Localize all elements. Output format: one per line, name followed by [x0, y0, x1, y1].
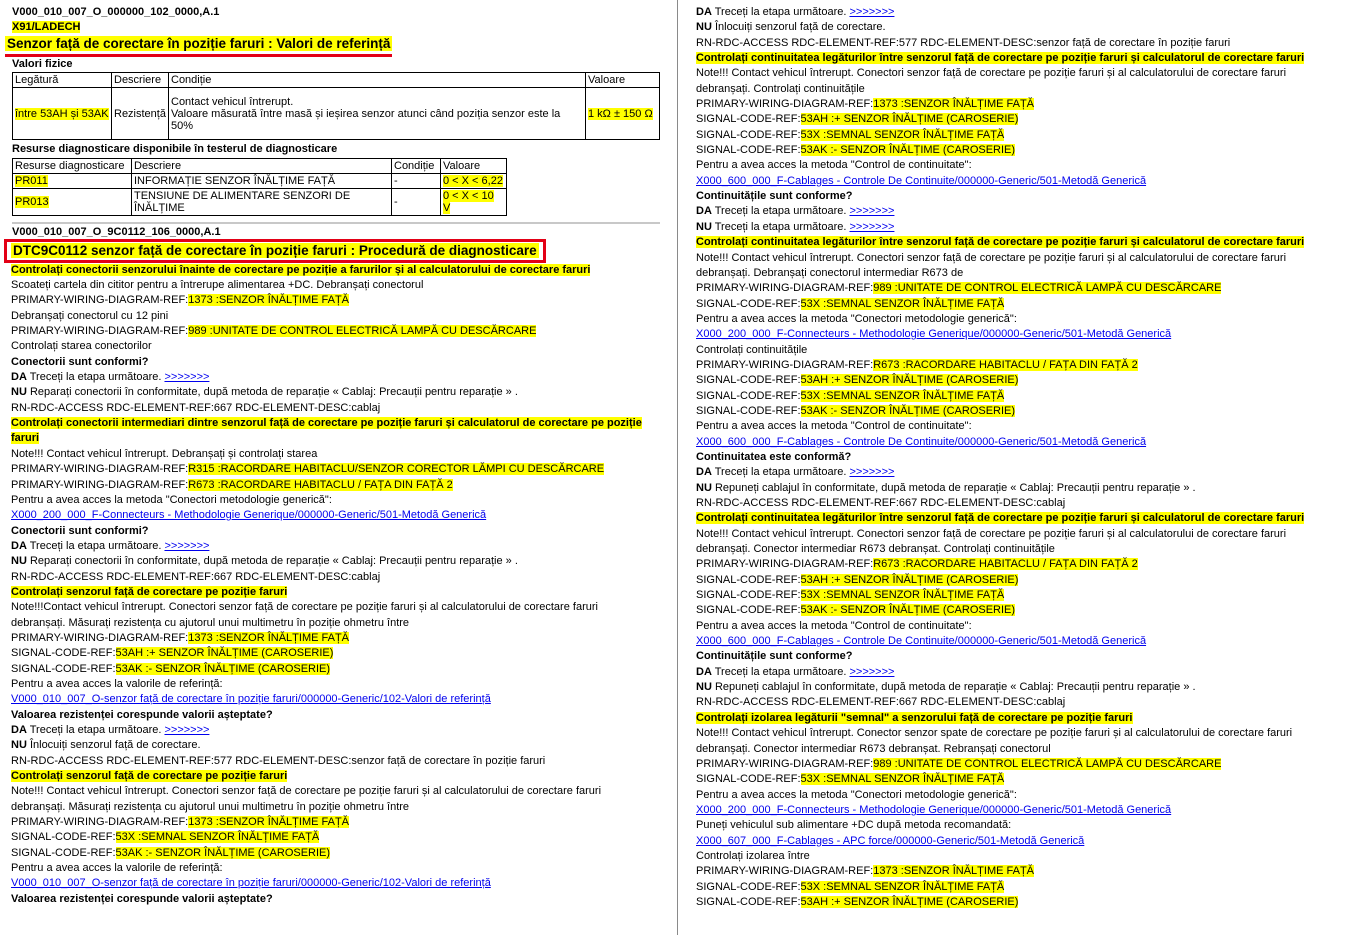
text-line: Debranșați conectorul cu 12 pini [11, 309, 169, 322]
text-line: Pentru a avea acces la valorile de referință: [11, 862, 223, 875]
left-column [0, 0, 676, 935]
text-line: Puneți vehiculul sub alimentare +DC după metoda recomandată: [696, 819, 1012, 832]
answer-key: NU [696, 481, 712, 494]
col-header: Condiție [169, 73, 586, 88]
step-heading [696, 51, 1355, 66]
next-step-link[interactable]: >>>>>>> [849, 6, 895, 18]
answer-line [696, 5, 1355, 20]
reference-prefix: PRIMARY-WIRING-DIAGRAM-REF: [11, 816, 189, 829]
next-step-link[interactable]: >>>>>>> [164, 371, 210, 384]
reference-prefix: SIGNAL-CODE-REF: [696, 589, 801, 602]
reference-value: 53AH :+ SENZOR ÎNĂLȚIME (CAROSERIE) [115, 647, 334, 660]
reference-line [11, 815, 676, 830]
cond-cell: - [392, 173, 441, 188]
step-heading-text: Controlați izolarea legăturii "semnal" a senzorului față de corectare pe poziție faruri [696, 711, 1133, 724]
method-link-line [696, 174, 1355, 189]
next-step-link[interactable]: >>>>>>> [849, 220, 895, 233]
reference-prefix: SIGNAL-CODE-REF: [696, 144, 801, 157]
value-cell: 1 kΩ ± 150 Ω [586, 88, 660, 140]
col-header: Descriere [132, 158, 392, 173]
reference-prefix: SIGNAL-CODE-REF: [696, 604, 801, 617]
answer-text: Treceți la etapa următoare. [711, 665, 850, 678]
reference-prefix: SIGNAL-CODE-REF: [11, 846, 116, 859]
method-link-line [696, 327, 1355, 342]
step-heading-text: Controlați continuitatea legăturilor între senzorul față de corectare pe poziție faruri și calculatorul de corectare faruri [696, 236, 1305, 249]
method-link-line [696, 834, 1355, 849]
text-line: Note!!! Contact vehicul întrerupt. Conector senzor spate de corectare pe poziție faruri și al calculatorului de corectare faruri [696, 727, 1293, 740]
method-link-line [11, 692, 676, 707]
reference-prefix: SIGNAL-CODE-REF: [696, 573, 801, 586]
reference-line [696, 143, 1355, 158]
left-procedure-lines [11, 263, 676, 907]
step-heading [696, 711, 1355, 726]
reference-line [696, 112, 1355, 127]
reference-prefix: PRIMARY-WIRING-DIAGRAM-REF: [696, 358, 874, 371]
reference-line [11, 462, 676, 477]
text-line: RN-RDC-ACCESS RDC-ELEMENT-REF:667 RDC-ELEMENT-DESC:cablaj [11, 401, 381, 414]
reference-line [696, 358, 1355, 373]
method-link[interactable]: X000_200_000_F-Connecteurs - Methodologie Generique/000000-Generic/501-Metodă Generică [11, 509, 487, 522]
reference-prefix: SIGNAL-CODE-REF: [696, 374, 801, 387]
reference-prefix: PRIMARY-WIRING-DIAGRAM-REF: [696, 558, 874, 571]
reference-line [11, 293, 676, 308]
answer-key: DA [696, 205, 712, 218]
reference-value: 53AK :- SENZOR ÎNĂLȚIME (CAROSERIE) [800, 144, 1016, 157]
answer-line [696, 20, 1355, 35]
table-row [13, 173, 507, 188]
reference-value: 53AH :+ SENZOR ÎNĂLȚIME (CAROSERIE) [800, 113, 1019, 126]
text-line: Controlați izolarea între [696, 849, 810, 862]
doc-code-2: V000_010_007_O_9C0112_106_0000,A.1 [12, 225, 221, 238]
reference-value: R673 :RACORDARE HABITACLU / FAȚA DIN FAȚĂ 2 [188, 478, 453, 491]
text-line: Pentru a avea acces la metoda "Control de continuitate": [696, 420, 972, 433]
reference-line [11, 846, 676, 861]
reference-line [696, 373, 1355, 388]
text-line: Controlați starea conectorilor [11, 340, 152, 353]
table-header-row [13, 73, 660, 88]
answer-key: NU [696, 681, 712, 694]
reference-prefix: SIGNAL-CODE-REF: [696, 773, 801, 786]
method-link[interactable]: V000_010_007_O-senzor față de corectare în poziție faruri/000000-Generic/102-Valori de referință [11, 693, 491, 706]
res-cell: PR011 [13, 173, 132, 188]
reference-line [696, 588, 1355, 603]
answer-line [696, 481, 1355, 496]
next-step-link[interactable]: >>>>>>> [164, 539, 210, 552]
reference-line [696, 557, 1355, 572]
reference-value: R673 :RACORDARE HABITACLU / FAȚA DIN FAȚĂ 2 [873, 358, 1138, 371]
answer-line [11, 370, 676, 385]
table-row [13, 188, 507, 215]
method-link[interactable]: X000_600_000_F-Cablages - Controle De Continuite/000000-Generic/501-Metodă Generică [696, 635, 1147, 648]
reference-value: 53AH :+ SENZOR ÎNĂLȚIME (CAROSERIE) [800, 573, 1019, 586]
cond-cell: Contact vehicul întrerupt. Valoare măsurată între masă și ieșirea senzor atunci când poziția senzor este la 50% [169, 88, 586, 140]
dtc-title: DTC9C0112 senzor față de corectare în poziție faruri : Procedură de diagnosticare [4, 239, 546, 263]
reference-prefix: SIGNAL-CODE-REF: [696, 404, 801, 417]
answer-text: Repuneți cablajul în conformitate, după metoda de reparație « Cablaj: Precauții pentru reparație » . [711, 681, 1196, 694]
reference-prefix: SIGNAL-CODE-REF: [11, 647, 116, 660]
diag-resources-label: Resurse diagnosticare disponibile în testerul de diagnosticare [12, 143, 338, 156]
reference-prefix: SIGNAL-CODE-REF: [696, 128, 801, 141]
answer-line [696, 465, 1355, 480]
answer-text: Reparați conectorii în conformitate, după metoda de reparație « Cablaj: Precauții pentru reparație » . [26, 555, 518, 568]
reference-line [696, 864, 1355, 879]
answer-text: Reparați conectorii în conformitate, după metoda de reparație « Cablaj: Precauții pentru reparație » . [26, 386, 518, 399]
answer-line [11, 385, 676, 400]
reference-line [696, 128, 1355, 143]
method-link[interactable]: V000_010_007_O-senzor față de corectare în poziție faruri/000000-Generic/102-Valori de referință [11, 877, 491, 890]
reference-line [696, 757, 1355, 772]
text-line: Pentru a avea acces la metoda "Conectori metodologie generică": [11, 493, 332, 506]
answer-line [11, 738, 676, 753]
reference-value: 53AK :- SENZOR ÎNĂLȚIME (CAROSERIE) [800, 604, 1016, 617]
desc-cell: Rezistență [112, 88, 169, 140]
answer-line [696, 204, 1355, 219]
res-cell: PR013 [13, 188, 132, 215]
answer-line [696, 220, 1355, 235]
text-line: Pentru a avea acces la metoda "Conectori metodologie generică": [696, 312, 1017, 325]
question-line: Conectorii sunt conformi? [11, 524, 149, 537]
reference-line [11, 662, 676, 677]
text-line: Note!!!Contact vehicul întrerupt. Conectori senzor față de corectare pe poziție faruri și al calculatorului de corectare faruri [11, 601, 598, 614]
answer-text: Treceți la etapa următoare. [26, 539, 165, 552]
text-line: Scoateți cartela din cititor pentru a întrerupe alimentarea +DC. Debranșați conectorul [11, 279, 424, 292]
reference-prefix: SIGNAL-CODE-REF: [696, 895, 801, 908]
answer-key: DA [696, 6, 712, 18]
step-heading [11, 585, 676, 600]
text-line: RN-RDC-ACCESS RDC-ELEMENT-REF:667 RDC-ELEMENT-DESC:cablaj [696, 497, 1066, 509]
link-cell: între 53AH și 53AK [13, 88, 112, 140]
step-heading [696, 511, 1355, 526]
text-line: debranșați. Măsurați rezistența cu ajutorul unui multimetru în poziție ohmetru între [11, 616, 410, 629]
reference-line [11, 324, 676, 339]
next-step-link[interactable]: >>>>>>> [849, 466, 895, 479]
question-line: Valoarea rezistenței corespunde valorii așteptate? [11, 892, 273, 905]
next-step-link[interactable]: >>>>>>> [849, 665, 895, 678]
reference-value: 53X :SEMNAL SENZOR ÎNĂLȚIME FAȚĂ [800, 589, 1005, 602]
question-line: Valoarea rezistenței corespunde valorii așteptate? [11, 708, 273, 721]
reference-value: 1373 :SENZOR ÎNĂLȚIME FAȚĂ [188, 631, 350, 644]
value-cell: 0 < X < 6,22 [441, 173, 507, 188]
method-link[interactable]: X000_200_000_F-Connecteurs - Methodologie Generique/000000-Generic/501-Metodă Generică [696, 328, 1172, 341]
answer-text: Treceți la etapa următoare. [711, 6, 850, 18]
reference-value: 53X :SEMNAL SENZOR ÎNĂLȚIME FAȚĂ [800, 880, 1005, 893]
answer-text: Înlocuiți senzorul față de corectare. [26, 739, 201, 752]
answer-line [11, 539, 676, 554]
answer-key: DA [696, 665, 712, 678]
step-heading-text: Controlați continuitatea legăturilor între senzorul față de corectare pe poziție faruri și calculatorul de corectare faruri [696, 52, 1305, 65]
reference-value: 53X :SEMNAL SENZOR ÎNĂLȚIME FAȚĂ [800, 128, 1005, 141]
step-heading [11, 769, 676, 784]
right-procedure-lines [696, 5, 1355, 910]
reference-value: 989 :UNITATE DE CONTROL ELECTRICĂ LAMPĂ CU DESCĂRCARE [188, 325, 537, 338]
reference-line [11, 478, 676, 493]
reference-value: 53X :SEMNAL SENZOR ÎNĂLȚIME FAȚĂ [800, 389, 1005, 402]
col-header: Legătură [13, 73, 112, 88]
reference-line [696, 297, 1355, 312]
step-heading [11, 431, 676, 446]
text-line: debranșați. Controlați continuitățile [696, 82, 865, 95]
answer-key: NU [11, 386, 27, 399]
question-line: Continuitatea este conformă? [696, 450, 852, 463]
reference-line [696, 389, 1355, 404]
reference-prefix: SIGNAL-CODE-REF: [696, 880, 801, 893]
step-heading [11, 416, 676, 431]
reference-line [11, 631, 676, 646]
answer-key: NU [11, 555, 27, 568]
reference-value: 1373 :SENZOR ÎNĂLȚIME FAȚĂ [188, 294, 350, 307]
reference-prefix: PRIMARY-WIRING-DIAGRAM-REF: [696, 282, 874, 295]
col-header: Valoare [586, 73, 660, 88]
reference-value: 989 :UNITATE DE CONTROL ELECTRICĂ LAMPĂ CU DESCĂRCARE [873, 282, 1222, 295]
reference-line [696, 895, 1355, 910]
answer-text: Înlocuiți senzorul față de corectare. [711, 21, 886, 34]
answer-text: Treceți la etapa următoare. [711, 220, 850, 233]
reference-prefix: SIGNAL-CODE-REF: [696, 113, 801, 126]
reference-value: 989 :UNITATE DE CONTROL ELECTRICĂ LAMPĂ CU DESCĂRCARE [873, 757, 1222, 770]
reference-line [11, 646, 676, 661]
reference-value: 53AH :+ SENZOR ÎNĂLȚIME (CAROSERIE) [800, 895, 1019, 908]
reference-line [696, 880, 1355, 895]
reference-value: 1373 :SENZOR ÎNĂLȚIME FAȚĂ [873, 98, 1035, 111]
answer-text: Treceți la etapa următoare. [711, 466, 850, 479]
col-header: Resurse diagnosticare [13, 158, 132, 173]
value-cell: 0 < X < 10 V [441, 188, 507, 215]
text-line: Pentru a avea acces la metoda "Control de continuitate": [696, 619, 972, 632]
method-link-line [11, 508, 676, 523]
physical-values-label: Valori fizice [12, 58, 73, 70]
reference-value: 53X :SEMNAL SENZOR ÎNĂLȚIME FAȚĂ [800, 297, 1005, 310]
method-link[interactable]: X000_607_000_F-Cablages - APC force/000000-Generic/501-Metodă Generică [696, 834, 1085, 847]
reference-value: 1373 :SENZOR ÎNĂLȚIME FAȚĂ [188, 816, 350, 829]
reference-value: 53AH :+ SENZOR ÎNĂLȚIME (CAROSERIE) [800, 374, 1019, 387]
text-line: Note!!! Contact vehicul întrerupt. Conectori senzor față de corectare pe poziție faruri și al calculatorului de corectare faruri [696, 251, 1287, 264]
answer-line [696, 665, 1355, 680]
answer-text: Treceți la etapa următoare. [26, 724, 165, 736]
answer-line [696, 680, 1355, 695]
reference-line [11, 830, 676, 845]
answer-line [11, 554, 676, 569]
col-header: Condiție [392, 158, 441, 173]
diag-resources-table [12, 158, 507, 216]
text-line: Pentru a avea acces la metoda "Control de continuitate": [696, 159, 972, 172]
answer-key: DA [11, 724, 27, 736]
reference-line [696, 573, 1355, 588]
text-line: RN-RDC-ACCESS RDC-ELEMENT-REF:577 RDC-ELEMENT-DESC:senzor față de corectare în poziție faruri [696, 36, 1231, 49]
reference-value: 53AK :- SENZOR ÎNĂLȚIME (CAROSERIE) [800, 404, 1016, 417]
next-step-link[interactable]: >>>>>>> [849, 205, 895, 218]
table-row [13, 88, 660, 140]
reference-line [696, 603, 1355, 618]
reference-prefix: PRIMARY-WIRING-DIAGRAM-REF: [11, 631, 189, 644]
reference-line [696, 404, 1355, 419]
text-line: debranșați. Măsurați rezistența cu ajutorul unui multimetru în poziție ohmetru între [11, 800, 410, 813]
answer-key: NU [696, 21, 712, 34]
method-link-line [696, 803, 1355, 818]
answer-text: Repuneți cablajul în conformitate, după metoda de reparație « Cablaj: Precauții pentru reparație » . [711, 481, 1196, 494]
step-heading-text: Controlați conectorii senzorului înainte de corectare pe poziție a farurilor și al calculatorului de corectare faruri [11, 263, 591, 276]
col-header: Valoare [441, 158, 507, 173]
reference-prefix: PRIMARY-WIRING-DIAGRAM-REF: [11, 478, 189, 491]
cond-cell: - [392, 188, 441, 215]
method-link[interactable]: X000_600_000_F-Cablages - Controle De Continuite/000000-Generic/501-Metodă Generică [696, 174, 1147, 187]
answer-text: Treceți la etapa următoare. [26, 371, 165, 384]
reference-value: 53AK :- SENZOR ÎNĂLȚIME (CAROSERIE) [115, 846, 331, 859]
next-step-link[interactable]: >>>>>>> [164, 724, 210, 736]
reference-value: 53X :SEMNAL SENZOR ÎNĂLȚIME FAȚĂ [800, 773, 1005, 786]
text-line: RN-RDC-ACCESS RDC-ELEMENT-REF:667 RDC-ELEMENT-DESC:cablaj [11, 570, 381, 583]
desc-cell: INFORMAȚIE SENZOR ÎNĂLȚIME FAȚĂ [132, 173, 392, 188]
reference-title: Senzor față de corectare în poziție faruri : Valori de referință [5, 35, 392, 57]
method-link[interactable]: X000_200_000_F-Connecteurs - Methodologie Generique/000000-Generic/501-Metodă Generică [696, 803, 1172, 816]
reference-prefix: PRIMARY-WIRING-DIAGRAM-REF: [696, 98, 874, 111]
reference-value: 53X :SEMNAL SENZOR ÎNĂLȚIME FAȚĂ [115, 831, 320, 844]
reference-line [696, 772, 1355, 787]
text-line: Controlați continuitățile [696, 343, 808, 356]
reference-value: R315 :RACORDARE HABITACLU/SENZOR CORECTOR LĂMPI CU DESCĂRCARE [188, 463, 605, 476]
reference-prefix: SIGNAL-CODE-REF: [11, 831, 116, 844]
reference-value: 53AK :- SENZOR ÎNĂLȚIME (CAROSERIE) [115, 662, 331, 675]
reference-prefix: SIGNAL-CODE-REF: [11, 662, 116, 675]
answer-key: DA [696, 466, 712, 479]
reference-line [696, 97, 1355, 112]
question-line: Continuitățile sunt conforme? [696, 650, 853, 663]
reference-prefix: PRIMARY-WIRING-DIAGRAM-REF: [696, 757, 874, 770]
physical-values-table [12, 72, 660, 140]
doc-code-1: V000_010_007_O_000000_102_0000,A.1 [12, 6, 220, 18]
reference-prefix: PRIMARY-WIRING-DIAGRAM-REF: [696, 865, 874, 878]
text-line: RN-RDC-ACCESS RDC-ELEMENT-REF:577 RDC-ELEMENT-DESC:senzor față de corectare în poziție faruri [11, 754, 546, 767]
reference-value: 1373 :SENZOR ÎNĂLȚIME FAȚĂ [873, 865, 1035, 878]
col-header: Descriere [112, 73, 169, 88]
answer-key: NU [696, 220, 712, 233]
right-column [677, 0, 1355, 935]
reference-prefix: SIGNAL-CODE-REF: [696, 389, 801, 402]
step-heading-text: faruri [11, 432, 40, 445]
reference-line [696, 281, 1355, 296]
text-line: Note!!! Contact vehicul întrerupt. Conectori senzor față de corectare pe poziție faruri și al calculatorului de corectare faruri [696, 67, 1287, 80]
method-link-line [696, 634, 1355, 649]
text-line: Note!!! Contact vehicul întrerupt. Conectori senzor față de corectare pe poziție faruri și al calculatorului de corectare faruri [11, 785, 602, 798]
reference-prefix: PRIMARY-WIRING-DIAGRAM-REF: [11, 325, 189, 338]
question-line: Continuitățile sunt conforme? [696, 190, 853, 203]
step-heading [696, 235, 1355, 250]
reference-value: R673 :RACORDARE HABITACLU / FAȚA DIN FAȚĂ 2 [873, 558, 1138, 571]
desc-cell: TENSIUNE DE ALIMENTARE SENZORI DE ÎNĂLȚIME [132, 188, 392, 215]
text-line: RN-RDC-ACCESS RDC-ELEMENT-REF:667 RDC-ELEMENT-DESC:cablaj [696, 696, 1066, 709]
text-line: Note!!! Contact vehicul întrerupt. Debranșați și controlați starea [11, 447, 318, 460]
method-link-line [696, 435, 1355, 450]
reference-prefix: PRIMARY-WIRING-DIAGRAM-REF: [11, 463, 189, 476]
text-line: debranșați. Conector intermediar R673 debranșat. Controlați continuitățile [696, 543, 1055, 556]
reference-prefix: PRIMARY-WIRING-DIAGRAM-REF: [11, 294, 189, 307]
text-line: debranșați. Conector intermediar R673 debranșat. Rebranșați conectorul [696, 742, 1051, 755]
step-heading [11, 263, 676, 278]
step-heading-text: Controlați continuitatea legăturilor între senzorul față de corectare pe poziție faruri și calculatorul de corectare faruri [696, 512, 1305, 525]
section-divider [12, 222, 660, 224]
text-line: debranșați. Debranșați conectorul intermediar R673 de [696, 266, 964, 279]
reference-prefix: SIGNAL-CODE-REF: [696, 297, 801, 310]
question-line: Conectorii sunt conformi? [11, 355, 149, 368]
step-heading-text: Controlați senzorul față de corectare pe poziție faruri [11, 770, 288, 783]
text-line: Pentru a avea acces la metoda "Conectori metodologie generică": [696, 788, 1017, 801]
answer-key: DA [11, 371, 27, 384]
answer-line [11, 723, 676, 738]
answer-text: Treceți la etapa următoare. [711, 205, 850, 218]
text-line: Pentru a avea acces la valorile de referință: [11, 677, 223, 690]
text-line: Note!!! Contact vehicul întrerupt. Conectori senzor față de corectare pe poziție faruri și al calculatorului de corectare faruri [696, 527, 1287, 540]
vehicle-code: X91/LADECH [12, 21, 81, 33]
answer-key: DA [11, 539, 27, 552]
table-header-row [13, 158, 507, 173]
method-link[interactable]: X000_600_000_F-Cablages - Controle De Continuite/000000-Generic/501-Metodă Generică [696, 435, 1147, 448]
answer-key: NU [11, 739, 27, 752]
method-link-line [11, 876, 676, 891]
step-heading-text: Controlați conectorii intermediari dintre senzorul față de corectare pe poziție faruri și calculatorul de corectare pe poziție [11, 417, 642, 430]
step-heading-text: Controlați senzorul față de corectare pe poziție faruri [11, 585, 288, 598]
